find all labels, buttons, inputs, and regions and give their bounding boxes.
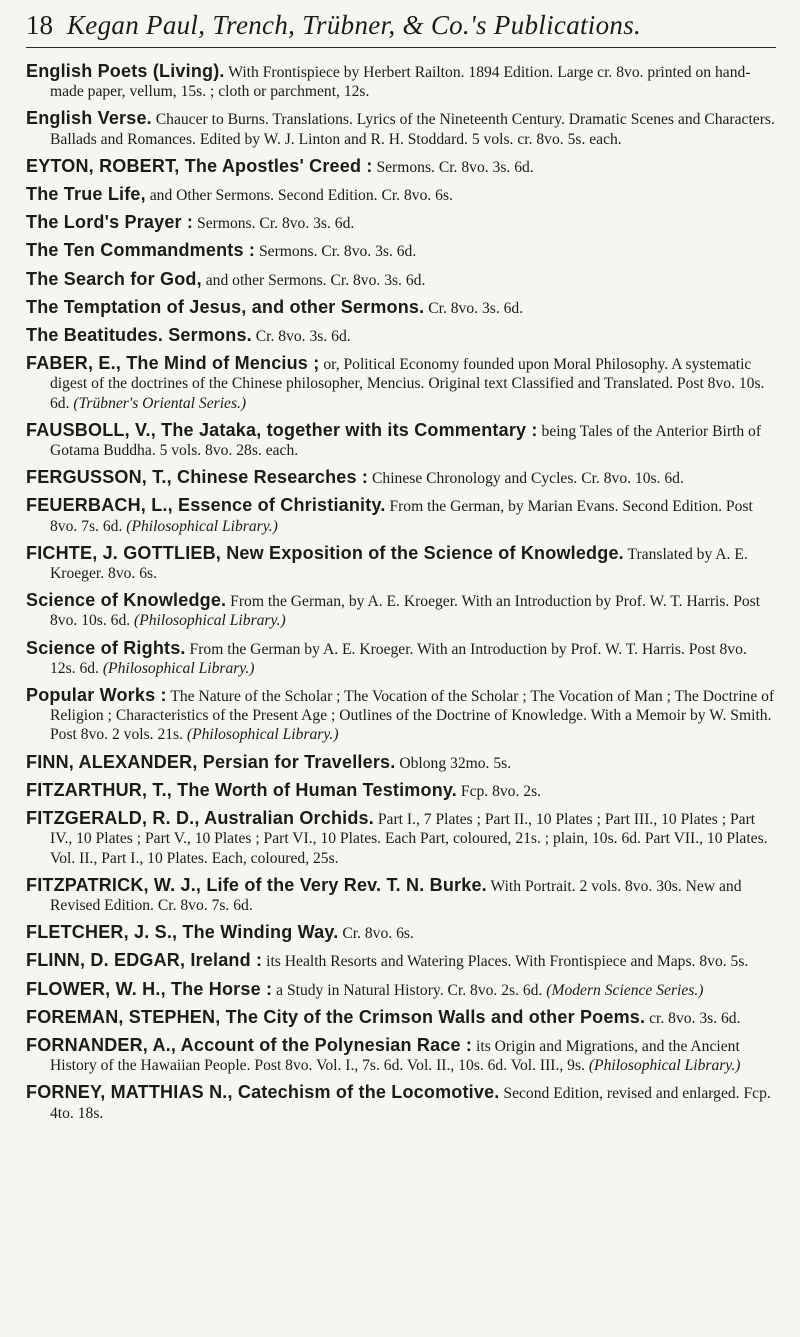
entry-heading: Popular Works : (26, 685, 167, 706)
catalogue-subentry (26, 686, 776, 745)
entry-description: Fcp. 8vo. 2s. (460, 782, 542, 800)
entry-heading: FITZPATRICK, W. J., Life of the Very Rev. T. N. Burke. (26, 874, 487, 895)
entry-series: (Philosophical Library.) (186, 726, 339, 744)
catalogue-entry (26, 809, 776, 868)
entry-description: Oblong 32mo. 5s. (399, 754, 512, 772)
entry-heading: Science of Rights. (26, 637, 186, 658)
entry-description: With Portrait. 2 vols. 8vo. 30s. New and Revised Edition. Cr. 8vo. 7s. 6d. (50, 877, 742, 914)
entry-description: Chaucer to Burns. Translations. Lyrics of the Nineteenth Century. Dramatic Scenes and Characters. Ballads and Romances. Edited by W. J. Linton and R. H. Stoddard. 5 vols. cr. 8vo. 5s. each. (50, 111, 775, 148)
page-header (26, 8, 776, 48)
catalogue-page (26, 8, 776, 1131)
catalogue-entry (26, 354, 776, 413)
entry-series: (Philosophical Library.) (126, 517, 278, 535)
entry-heading: FEUERBACH, L., Essence of Christianity. (26, 495, 386, 516)
entry-description: From the German, by A. E. Kroeger. With an Introduction by Prof. W. T. Harris. Post 8vo. 10s. 6d. (50, 593, 761, 630)
entry-series: (Philosophical Library.) (102, 659, 255, 677)
catalogue-entry (26, 753, 776, 773)
entry-description: Translated by A. E. Kroeger. 8vo. 6s. (50, 545, 748, 583)
entry-heading: FINN, ALEXANDER, Persian for Travellers. (26, 751, 396, 772)
entry-heading: FORNANDER, A., Account of the Polynesian Race : (26, 1034, 473, 1055)
catalogue-subentry (26, 639, 776, 678)
catalogue-subentry (26, 185, 776, 205)
entry-description: and other Sermons. Cr. 8vo. 3s. 6d. (205, 271, 426, 289)
entry-heading: FOREMAN, STEPHEN, The City of the Crimson Walls and other Poems. (26, 1006, 646, 1027)
entry-heading: The Lord's Prayer : (26, 212, 194, 233)
entry-heading: The True Life, (26, 184, 146, 205)
catalogue-entry (26, 781, 776, 801)
entry-description: or, Political Economy founded upon Moral Philosophy. A systematic digest of the doctrines of the Chinese philosopher, Mencius. Original text Classified and Translated. Post 8vo. 10s. 6d. (50, 356, 765, 412)
entry-heading: FABER, E., The Mind of Mencius ; (26, 353, 320, 374)
entry-heading: FLINN, D. EDGAR, Ireland : (26, 950, 263, 971)
catalogue-entry (26, 468, 776, 488)
catalogue-entry (26, 109, 776, 148)
entry-description: The Nature of the Scholar ; The Vocation of the Scholar ; The Vocation of Man ; The Doctrine of Religion ; Characteristics of the Present Age ; Outlines of the Doctrine of Knowledge. With a Memoir by W. Smith. Post 8vo. 2 vols. 21s. (50, 688, 775, 744)
entry-heading: FAUSBOLL, V., The Jataka, together with its Commentary : (26, 419, 538, 440)
catalogue-entry (26, 1036, 776, 1075)
entry-heading: The Ten Commandments : (26, 240, 256, 261)
entry-description: From the German, by Marian Evans. Second Edition. Post 8vo. 7s. 6d. (50, 498, 753, 535)
entry-description: being Tales of the Anterior Birth of Gotama Buddha. 5 vols. 8vo. 28s. each. (50, 422, 762, 460)
entry-description: and Other Sermons. Second Edition. Cr. 8vo. 6s. (149, 187, 453, 205)
entry-description: From the German by A. E. Kroeger. With an Introduction by Prof. W. T. Harris. Post 8vo. 12s. 6d. (50, 640, 747, 677)
entry-heading: Science of Knowledge. (26, 590, 227, 611)
catalogue-subentry (26, 213, 776, 233)
catalogue-entry (26, 980, 776, 1000)
entry-series: (Philosophical Library.) (588, 1057, 741, 1075)
catalogue-entry (26, 157, 776, 177)
entry-heading: English Poets (Living). (26, 61, 225, 81)
catalogue-subentry (26, 241, 776, 261)
catalogue-entry (26, 62, 776, 101)
entry-series: (Philosophical Library.) (134, 612, 286, 630)
catalogue-subentry (26, 270, 776, 290)
catalogue-subentry (26, 298, 776, 318)
entry-description: Cr. 8vo. 3s. 6d. (255, 328, 351, 346)
entry-heading: English Verse. (26, 108, 152, 129)
entry-heading: FICHTE, J. GOTTLIEB, New Exposition of the Science of Knowledge. (26, 542, 624, 563)
catalogue-entry (26, 951, 776, 971)
running-title: Kegan Paul, Trench, Trübner, & Co.'s Publications. (67, 10, 642, 40)
catalogue-entry (26, 496, 776, 535)
entry-heading: FITZARTHUR, T., The Worth of Human Testimony. (26, 779, 457, 800)
entry-description: its Origin and Migrations, and the Ancient History of the Hawaiian People. Post 8vo. Vol. I., 7s. 6d. Vol. II., 10s. 6d. Vol. III., 9s. (50, 1037, 740, 1075)
entry-description: Cr. 8vo. 3s. 6d. (428, 299, 524, 317)
catalogue-entry (26, 1008, 776, 1028)
entry-heading: The Temptation of Jesus, and other Sermons. (26, 296, 425, 317)
entry-description: Part I., 7 Plates ; Part II., 10 Plates ; Part III., 10 Plates ; Part IV., 10 Plates ; Part V., 10 Plates ; Part VI., 10 Plates. Each Part, coloured, 21s. ; plain, 10s. 6d. Part VII., 10 Plates. Vol. II., Part I., 10 Plates. Each, coloured, 25s. (50, 811, 768, 867)
catalogue-subentry (26, 326, 776, 346)
catalogue-entry (26, 923, 776, 943)
entry-description: With Frontispiece by Herbert Railton. 1894 Edition. Large cr. 8vo. printed on hand-made paper, vellum, 15s. ; cloth or parchment, 12s. (50, 64, 751, 101)
catalogue-entry (26, 544, 776, 583)
entry-description: Chinese Chronology and Cycles. Cr. 8vo. 10s. 6d. (372, 470, 684, 488)
entry-description: its Health Resorts and Watering Places. With Frontispiece and Maps. 8vo. 5s. (266, 953, 749, 971)
catalogue-entries (26, 62, 776, 1123)
entry-description: Sermons. Cr. 8vo. 3s. 6d. (376, 158, 534, 176)
entry-description: Sermons. Cr. 8vo. 3s. 6d. (197, 215, 355, 233)
entry-description: cr. 8vo. 3s. 6d. (649, 1009, 741, 1027)
entry-description: Cr. 8vo. 6s. (342, 925, 414, 943)
entry-heading: EYTON, ROBERT, The Apostles' Creed : (26, 155, 373, 176)
entry-series: (Modern Science Series.) (546, 981, 704, 999)
entry-series: (Trübner's Oriental Series.) (73, 394, 247, 412)
entry-heading: The Beatitudes. Sermons. (26, 325, 252, 346)
entry-heading: FLOWER, W. H., The Horse : (26, 978, 273, 999)
catalogue-subentry (26, 591, 776, 630)
entry-heading: FORNEY, MATTHIAS N., Catechism of the Locomotive. (26, 1082, 500, 1103)
entry-description: Second Edition, revised and enlarged. Fcp. 4to. 18s. (50, 1085, 771, 1122)
entry-description: Sermons. Cr. 8vo. 3s. 6d. (259, 243, 417, 261)
page-number: 18 (26, 10, 53, 40)
entry-heading: FITZGERALD, R. D., Australian Orchids. (26, 808, 374, 829)
entry-heading: The Search for God, (26, 268, 202, 289)
entry-description: a Study in Natural History. Cr. 8vo. 2s. 6d. (276, 981, 543, 999)
catalogue-entry (26, 876, 776, 915)
catalogue-entry (26, 1083, 776, 1122)
entry-heading: FLETCHER, J. S., The Winding Way. (26, 922, 339, 943)
catalogue-entry (26, 421, 776, 460)
entry-heading: FERGUSSON, T., Chinese Researches : (26, 467, 369, 488)
